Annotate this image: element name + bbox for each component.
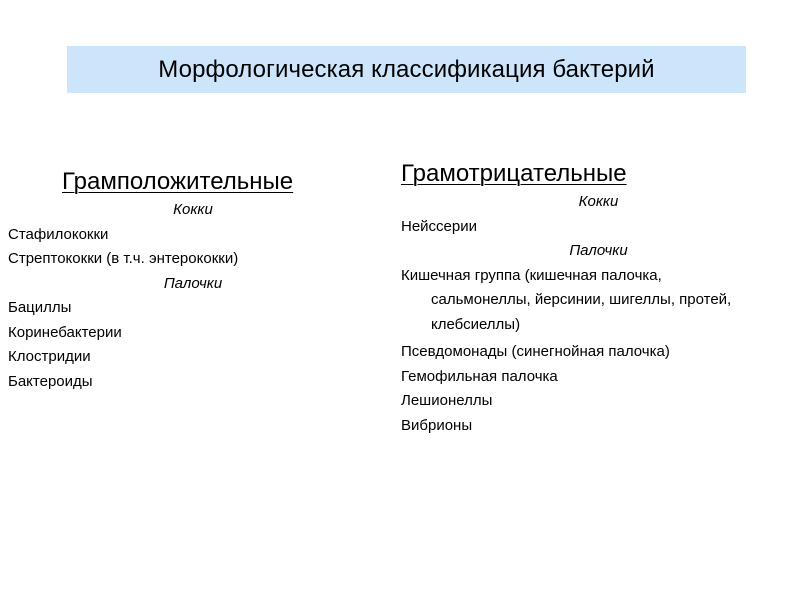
gram-positive-list — [8, 200, 378, 396]
list-item: Вибрионы — [401, 416, 473, 434]
list-item: Клостридии — [8, 348, 91, 365]
subheading-rods: Палочки — [163, 274, 223, 292]
list-item: Коринебактерии — [8, 323, 122, 341]
subheading-rods: Палочки — [569, 242, 628, 259]
gram-negative-list — [401, 192, 796, 440]
list-item: Лешионеллы — [401, 392, 493, 409]
subheading-cocci: Кокки — [173, 201, 213, 218]
list-item: Нейссерии — [401, 217, 477, 235]
list-item: Стрептококки (в т.ч. энтерококки) — [8, 250, 239, 267]
gram-positive-heading: Грамположительные — [62, 168, 294, 195]
gram-negative-heading: Грамотрицательные — [401, 160, 627, 187]
slide-title: Морфологическая классификация бактерий — [158, 55, 655, 83]
list-item: Гемофильная палочка — [401, 367, 558, 385]
list-item: Псевдомонады (синегнойная палочка) — [401, 343, 670, 360]
list-item: Кишечная группа (кишечная палочка, сальмонеллы, йерсинии, шигеллы, протей, клебсиеллы) — [401, 266, 732, 333]
list-item: Бациллы — [8, 299, 72, 316]
list-item: Бактероиды — [8, 372, 93, 390]
list-item: Стафилококки — [8, 225, 109, 243]
subheading-cocci: Кокки — [578, 193, 619, 210]
title-bar — [67, 46, 746, 93]
